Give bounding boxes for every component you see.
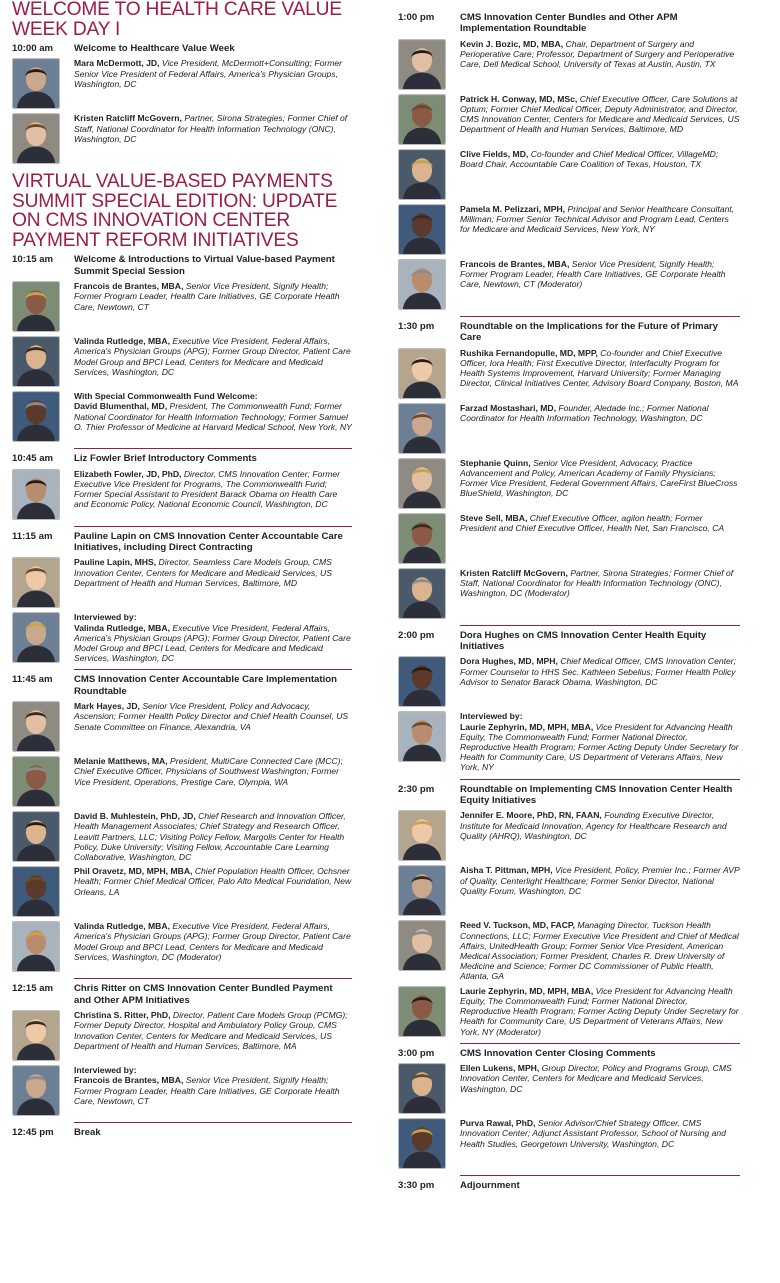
speaker-photo	[12, 113, 60, 164]
summit-sessions	[12, 254, 352, 1138]
speaker-name: Pamela M. Pelizzari, MPH,	[460, 203, 566, 214]
speaker-photo	[398, 348, 446, 399]
speaker-photo	[398, 986, 446, 1037]
speaker-entry	[398, 458, 740, 509]
session-header	[398, 784, 740, 807]
speaker-text	[460, 149, 740, 200]
speaker-photo	[398, 513, 446, 564]
speaker-photo	[398, 568, 446, 619]
speaker-text	[460, 986, 740, 1037]
speaker-name: Francois de Brantes, MBA,	[460, 258, 570, 269]
right-column	[398, 0, 740, 1192]
session-time: 3:30 pm	[398, 1180, 435, 1192]
session-time: 2:00 pm	[398, 629, 435, 641]
speaker-name: Reed V. Tuckson, MD, FACP,	[460, 920, 575, 931]
speaker-text	[460, 568, 740, 619]
speaker-photo	[12, 1010, 60, 1061]
section-divider	[460, 625, 740, 626]
speaker-name: Laurie Zephyrin, MD, MPH, MBA,	[460, 721, 594, 732]
agenda-section	[398, 1048, 740, 1176]
speaker-entry	[398, 149, 740, 200]
speaker-entry	[12, 58, 352, 109]
speaker-description: Vice President for Advancing Health Equity, The Commonwealth Fund; Former National Director, Reproductive Health Program; Former Acting Deputy Under Secretary for Health for Community Care, US Department of Veterans Affairs, New York, NY	[460, 721, 739, 773]
speaker-name: Valinda Rutledge, MBA,	[74, 921, 170, 932]
speaker-text	[460, 458, 740, 509]
session-header	[398, 630, 740, 653]
speaker-description: Chief Executive Officer, agilon health; Former President and Chief Executive Officer, Health Net, San Francisco, CA	[460, 512, 725, 533]
speaker-entry	[12, 557, 352, 608]
speaker-name: Clive Fields, MD,	[460, 148, 529, 159]
session-time: 1:30 pm	[398, 320, 435, 332]
speaker-name: David Blumenthal, MD,	[74, 401, 168, 412]
speaker-photo	[398, 810, 446, 861]
speaker-photo	[12, 866, 60, 917]
speaker-entry	[12, 336, 352, 387]
speaker-photo	[398, 204, 446, 255]
speaker-text	[74, 58, 352, 109]
speaker-description: Vice President, Policy, Premier Inc.; Former AVP of Quality, Centerlight Healthcare; Former Senior Director, National Quality Forum, Washington, DC	[460, 865, 740, 896]
speaker-text	[74, 921, 352, 972]
speaker-text	[74, 391, 352, 442]
speaker-text	[460, 656, 740, 707]
speaker-name: Steve Sell, MBA,	[460, 512, 528, 523]
speaker-text	[74, 113, 352, 164]
speaker-text	[74, 866, 352, 917]
speaker-text	[74, 1065, 352, 1116]
section-divider	[74, 448, 352, 449]
speaker-entry	[12, 701, 352, 752]
speaker-name: David B. Muhlestein, PhD, JD,	[74, 811, 196, 822]
speaker-entry	[398, 568, 740, 619]
speaker-entry	[12, 756, 352, 807]
session-header	[12, 453, 352, 464]
speaker-note: Interviewed by:	[460, 711, 523, 722]
session-title: Adjournment	[460, 1180, 520, 1192]
speaker-note: Interviewed by:	[74, 612, 137, 623]
speaker-description: Director, CMS Innovation Center; Former Executive Vice President for Programs, The Commonwealth Fund; Former Special Assistant to President Barack Obama on Health Care and Economic Policy, National Economic Council, Washington, DC	[74, 468, 341, 510]
speaker-description: Chief Medical Officer, CMS Innovation Center; Former Counselor to HHS Sec. Kathleen Sebelius; Former Health Policy Advisor to Senator Barack Obama, Washington, DC	[460, 656, 737, 687]
speaker-entry	[398, 1118, 740, 1169]
speaker-name: Pauline Lapin, MHS,	[74, 557, 157, 568]
speaker-entry	[398, 259, 740, 310]
speaker-entry	[12, 469, 352, 520]
speaker-text	[460, 1063, 740, 1114]
speaker-entry	[12, 921, 352, 972]
speaker-text	[460, 920, 740, 981]
speaker-name: Jennifer E. Moore, PhD, RN, FAAN,	[460, 810, 602, 821]
speaker-text	[460, 94, 740, 145]
speaker-photo	[398, 149, 446, 200]
session-title: Roundtable on Implementing CMS Innovation Center Health Equity Initiatives	[460, 783, 733, 807]
speaker-photo	[12, 811, 60, 862]
section-divider	[74, 1122, 352, 1123]
speaker-text	[74, 811, 352, 862]
session-header	[12, 43, 352, 54]
speaker-text	[74, 469, 352, 520]
speaker-entry	[398, 1063, 740, 1114]
session-header	[12, 254, 352, 277]
speaker-photo	[12, 336, 60, 387]
speaker-photo	[398, 1118, 446, 1169]
speaker-name: Kristen Ratcliff McGovern,	[74, 113, 182, 124]
agenda-section	[398, 630, 740, 780]
speaker-description: President, The Commonwealth Fund; Former National Coordinator for Health Information Technology; Former Samuel O. Thier Professor of Medicine at Harvard Medical School, New York, NY	[74, 401, 352, 432]
speaker-photo	[398, 403, 446, 454]
speaker-photo	[12, 391, 60, 442]
session-time: 10:15 am	[12, 254, 54, 266]
speaker-entry	[398, 865, 740, 916]
speaker-photo	[12, 1065, 60, 1116]
session-title: Break	[74, 1127, 101, 1139]
speaker-text	[74, 336, 352, 387]
speaker-entry	[12, 866, 352, 917]
session-title: Welcome & Introductions to Virtual Value-based Payment Summit Special Session	[74, 254, 335, 277]
speaker-name: Ellen Lukens, MPH,	[460, 1063, 540, 1074]
speaker-name: Aisha T. Pittman, MPH,	[460, 865, 553, 876]
speaker-description: Principal and Senior Healthcare Consultant, Milliman; Former Senior Technical Advisor and Program Lead, Centers for Medicare and Medicaid Services, New York, NY	[460, 203, 735, 235]
speaker-text	[74, 756, 352, 807]
speaker-photo	[12, 612, 60, 663]
speaker-text	[460, 204, 740, 255]
speaker-text	[460, 1118, 740, 1169]
speaker-photo	[398, 1063, 446, 1114]
speaker-description: Chief Research and Innovation Officer, Health Management Associates; Chief Strategy and Research Officer, Leavitt Partners, LLC; Visiting Policy Fellow, Margolis Center for Health Policy, Duke University; Visiting Fellow, Accountable Care Learning Collaborative, Washington, DC	[74, 811, 346, 863]
section-divider	[460, 316, 740, 317]
session-title: Dora Hughes on CMS Innovation Center Health Equity Initiatives	[460, 629, 707, 653]
section-divider	[74, 978, 352, 979]
speaker-entry	[398, 204, 740, 255]
speaker-photo	[12, 701, 60, 752]
session-header	[398, 12, 740, 35]
speaker-entry	[12, 811, 352, 862]
speaker-description: Executive Vice President, Federal Affairs, America's Physician Groups (APG); Former Group Director, Patient Care Model Group and BPCI Lead, Centers for Medicare and Medicaid Services, Washington, DC (Moderator)	[74, 921, 351, 962]
speaker-entry	[398, 986, 740, 1037]
session-title: Roundtable on the Implications for the Future of Primary Care	[460, 320, 718, 344]
speaker-entry	[12, 612, 352, 663]
agenda-section	[398, 321, 740, 626]
summit-heading: VIRTUAL VALUE-BASED PAYMENTS SUMMIT SPECIAL EDITION: UPDATE ON CMS INNOVATION CENTER PAYMENT REFORM INITIATIVES	[12, 171, 338, 251]
session-title: CMS Innovation Center Accountable Care Implementation Roundtable	[74, 674, 337, 697]
speaker-text	[460, 259, 740, 310]
speaker-description: Chair, Department of Surgery and Perioperative Care; Professor, Department of Surgery and Perioperative Care, Dell Medical School, University of Texas at Austin, Austin, TX	[460, 38, 735, 70]
session-time: 11:15 am	[12, 530, 53, 542]
speaker-text	[460, 865, 740, 916]
speaker-name: Rushika Fernandopulle, MD, MPP,	[460, 347, 598, 358]
speaker-description: Founder, Aledade Inc.; Former National Coordinator for Health Information Technology, Washington, DC	[460, 402, 709, 423]
speaker-text	[460, 810, 740, 861]
session-title: Chris Ritter on CMS Innovation Center Bundled Payment and Other APM Initiatives	[74, 983, 333, 1006]
session-title: Liz Fowler Brief Introductory Comments	[74, 453, 257, 465]
session-header	[12, 531, 352, 554]
speaker-description: Managing Director, Tuckson Health Connections, LLC; Former Executive Vice President and Chief of Medical Affairs, UnitedHealth Group; Former Senior Vice President, American Medical Association; Former President, Charles R. Drew University of Medicine and Science; Former DC Commissioner of Public Health, Atlanta, GA	[460, 920, 739, 982]
speaker-text	[460, 348, 740, 399]
speaker-entry	[398, 920, 740, 981]
speaker-photo	[398, 711, 446, 762]
session-time: 2:30 pm	[398, 783, 435, 795]
section-divider	[460, 1043, 740, 1044]
agenda-section	[12, 674, 352, 979]
agenda-section	[398, 1180, 740, 1191]
agenda-section	[12, 254, 352, 449]
agenda-section	[12, 983, 352, 1123]
speaker-name: Phil Oravetz, MD, MPH, MBA,	[74, 866, 193, 877]
agenda-section	[12, 43, 352, 164]
speaker-description: Founding Executive Director, Institute for Medicaid Innovation, Agency for Healthcare Research and Quality (AHRQ), Washington, DC	[460, 810, 727, 841]
speaker-description: Senior Vice President, Policy and Advocacy, Ascension; Former Health Policy Director and Chief Health Counsel, US Senate Committee on Finance, Alexandria, VA	[74, 701, 349, 732]
speaker-name: Stephanie Quinn,	[460, 457, 531, 468]
afternoon-sessions	[398, 12, 740, 1192]
speaker-name: Kevin J. Bozic, MD, MBA,	[460, 38, 564, 49]
speaker-text	[460, 39, 740, 90]
session-time: 11:45 am	[12, 674, 53, 686]
speaker-entry	[12, 281, 352, 332]
left-column	[12, 0, 352, 1139]
agenda-section	[12, 453, 352, 526]
speaker-description: Group Director, Policy and Programs Group, CMS Innovation Center, Centers for Medicare and Medicaid Services, Washington, DC	[460, 1063, 732, 1094]
section-divider	[74, 669, 352, 670]
speaker-photo	[398, 94, 446, 145]
welcome-heading: WELCOME TO HEALTH CARE VALUE WEEK DAY I	[12, 0, 342, 40]
speaker-description: Chief Population Health Officer, Ochsner Health; Former Chief Medical Officer, Palo Alto Medical Foundation, New Orleans, LA	[74, 866, 352, 897]
agenda-section	[12, 531, 352, 671]
speaker-description: Senior Vice President, Advocacy, Practice Advancement and Policy, American Academy of Family Physicians; Former Vice President, Federal Government Affairs, CareFirst BlueCross BlueShield, Washington, DC	[460, 457, 738, 499]
speaker-photo	[398, 39, 446, 90]
speaker-description: Partner, Sirona Strategies; Former Chief of Staff, National Coordinator for Health Information Technology (ONC), Washington, DC	[74, 113, 348, 144]
session-header	[398, 1180, 740, 1191]
session-time: 10:45 am	[12, 453, 54, 465]
speaker-description: Vice President, McDermott+Consulting; Former Senior Vice President of Federal Affairs, America's Physician Groups, Washington, DC	[74, 58, 343, 89]
speaker-name: Mark Hayes, JD,	[74, 701, 140, 712]
speaker-photo	[398, 259, 446, 310]
agenda-section	[12, 1127, 352, 1138]
speaker-description: Senior Advisor/Chief Strategy Officer, CMS Innovation Center; Adjunct Assistant Professor, School of Nursing and Health Studies, Georgetown University, Washington, DC	[460, 1118, 726, 1149]
session-header	[12, 1127, 352, 1138]
speaker-description: Senior Vice President, Signify Health; Former Program Leader, Health Care Initiatives, GE Corporate Health Care, Newtown, CT (Moderator)	[460, 258, 726, 290]
welcome-sessions	[12, 43, 352, 164]
speaker-description: Executive Vice President, Federal Affairs, America's Physician Groups (APG); Former Group Director, Patient Care Model Group and BPCI Lead, Centers for Medicare and Medicaid Services, Washington, DC	[74, 336, 351, 377]
speaker-description: Chief Executive Officer, Care Solutions at Optum; Former Chief Medical Officer, Deputy Administrator, and Director, CMS Innovation Center, Centers for Medicare and Medicaid Services, US Department of Health and Human Services, Baltimore, MD	[460, 93, 740, 135]
speaker-description: President, MultiCare Connected Care (MCC); Chief Executive Officer, Physicians of Southwest Washington; Former Vice President, Operations, Prestige Care, Olympia, WA	[74, 756, 343, 787]
speaker-description: Co-founder and Chief Executive Officer, Iora Health; First Executive Director, Interfaculty Program for Health Systems Improvement, Harvard University; Former Managing Director, Clinical Initiatives Center, Advisory Board Company, Boston, MA	[460, 347, 739, 389]
speaker-text	[74, 1010, 352, 1061]
speaker-photo	[12, 557, 60, 608]
session-title: CMS Innovation Center Closing Comments	[460, 1047, 656, 1059]
speaker-note: With Special Commonwealth Fund Welcome:	[74, 391, 258, 402]
session-header	[12, 674, 352, 697]
speaker-entry	[398, 403, 740, 454]
speaker-description: Co-founder and Chief Medical Officer, VillageMD; Board Chair, Accountable Care Coalition of Texas, Houston, TX	[460, 148, 719, 170]
section-divider	[74, 526, 352, 527]
speaker-name: Melanie Matthews, MA,	[74, 756, 168, 767]
speaker-name: Valinda Rutledge, MBA,	[74, 336, 170, 347]
speaker-photo	[12, 469, 60, 520]
speaker-entry	[398, 513, 740, 564]
speaker-text	[460, 513, 740, 564]
speaker-text	[74, 281, 352, 332]
speaker-photo	[398, 920, 446, 971]
speaker-description: Partner, Sirona Strategies; Former Chief of Staff, National Coordinator for Health Information Technology (ONC), Washington, DC (Moderator)	[460, 567, 734, 599]
speaker-text	[74, 701, 352, 752]
speaker-photo	[12, 281, 60, 332]
speaker-name: Farzad Mostashari, MD,	[460, 402, 556, 413]
speaker-note: Interviewed by:	[74, 1065, 137, 1076]
speaker-name: Laurie Zephyrin, MD, MPH, MBA,	[460, 985, 594, 996]
speaker-entry	[398, 656, 740, 707]
speaker-text	[74, 612, 352, 663]
session-time: 12:45 pm	[12, 1127, 54, 1139]
agenda-section	[398, 784, 740, 1044]
speaker-description: Senior Vice President, Signify Health; Former Program Leader, Health Care Initiatives, GE Corporate Health Care, Newtown, CT	[74, 1075, 340, 1106]
speaker-entry	[398, 348, 740, 399]
speaker-name: Valinda Rutledge, MBA,	[74, 622, 170, 633]
speaker-photo	[398, 865, 446, 916]
speaker-entry	[398, 810, 740, 861]
speaker-entry	[12, 391, 352, 442]
speaker-entry	[398, 39, 740, 90]
speaker-photo	[12, 921, 60, 972]
speaker-name: Purva Rawal, PhD,	[460, 1118, 536, 1129]
speaker-name: Elizabeth Fowler, JD, PhD,	[74, 468, 182, 479]
speaker-name: Francois de Brantes, MBA,	[74, 281, 184, 292]
speaker-photo	[398, 458, 446, 509]
session-time: 3:00 pm	[398, 1047, 435, 1059]
speaker-photo	[12, 756, 60, 807]
speaker-text	[74, 557, 352, 608]
speaker-name: Francois de Brantes, MBA,	[74, 1075, 184, 1086]
speaker-name: Dora Hughes, MD, MPH,	[460, 656, 558, 667]
speaker-description: Vice President for Advancing Health Equity, The Commonwealth Fund; Former National Director, Reproductive Health Program; Former Acting Deputy Under Secretary for Health for Community Care, US Department of Veterans Affairs, New York, NY (Moderator)	[460, 985, 739, 1037]
session-time: 12:15 am	[12, 983, 54, 995]
section-divider	[460, 1175, 740, 1176]
session-title: Welcome to Healthcare Value Week	[74, 43, 235, 54]
session-title: Pauline Lapin on CMS Innovation Center Accountable Care Initiatives, including Direct Contracting	[74, 530, 343, 554]
section-divider	[460, 779, 740, 780]
speaker-entry	[12, 1065, 352, 1116]
speaker-description: Senior Vice President, Signify Health; Former Program Leader, Health Care Initiatives, GE Corporate Health Care, Newtown, CT	[74, 281, 340, 312]
speaker-name: Christina S. Ritter, PhD,	[74, 1010, 171, 1021]
speaker-name: Kristen Ratcliff McGovern,	[460, 567, 568, 578]
session-header	[12, 983, 352, 1006]
speaker-description: Director, Seamless Care Models Group, CMS Innovation Center, Centers for Medicare and Medicaid Services, US Department of Health and Human Services, Baltimore, MD	[74, 557, 332, 588]
speaker-entry	[12, 1010, 352, 1061]
speaker-photo	[398, 656, 446, 707]
speaker-photo	[12, 58, 60, 109]
session-header	[398, 1048, 740, 1059]
session-header	[398, 321, 740, 344]
agenda-section	[398, 12, 740, 317]
session-title: CMS Innovation Center Bundles and Other APM Implementation Roundtable	[460, 12, 678, 35]
speaker-text	[460, 403, 740, 454]
speaker-entry	[12, 113, 352, 164]
session-time: 1:00 pm	[398, 12, 435, 23]
speaker-entry	[398, 94, 740, 145]
speaker-name: Mara McDermott, JD,	[74, 58, 160, 69]
speaker-entry	[398, 711, 740, 772]
speaker-description: Director, Patient Care Models Group (PCMG); Former Deputy Director, Hospital and Ambulatory Policy Group, CMS Innovation Center, Centers for Medicare and Medicaid Services, US Department of Health and Human Services, Baltimore, MA	[74, 1010, 348, 1051]
speaker-text	[460, 711, 740, 772]
session-time: 10:00 am	[12, 43, 54, 54]
speaker-name: Patrick H. Conway, MD, MSc,	[460, 93, 578, 104]
speaker-description: Executive Vice President, Federal Affairs, America's Physician Groups (APG); Former Group Director, Patient Care Model Group and BPCI Lead, Centers for Medicare and Medicaid Services, Washington, DC	[74, 622, 351, 664]
